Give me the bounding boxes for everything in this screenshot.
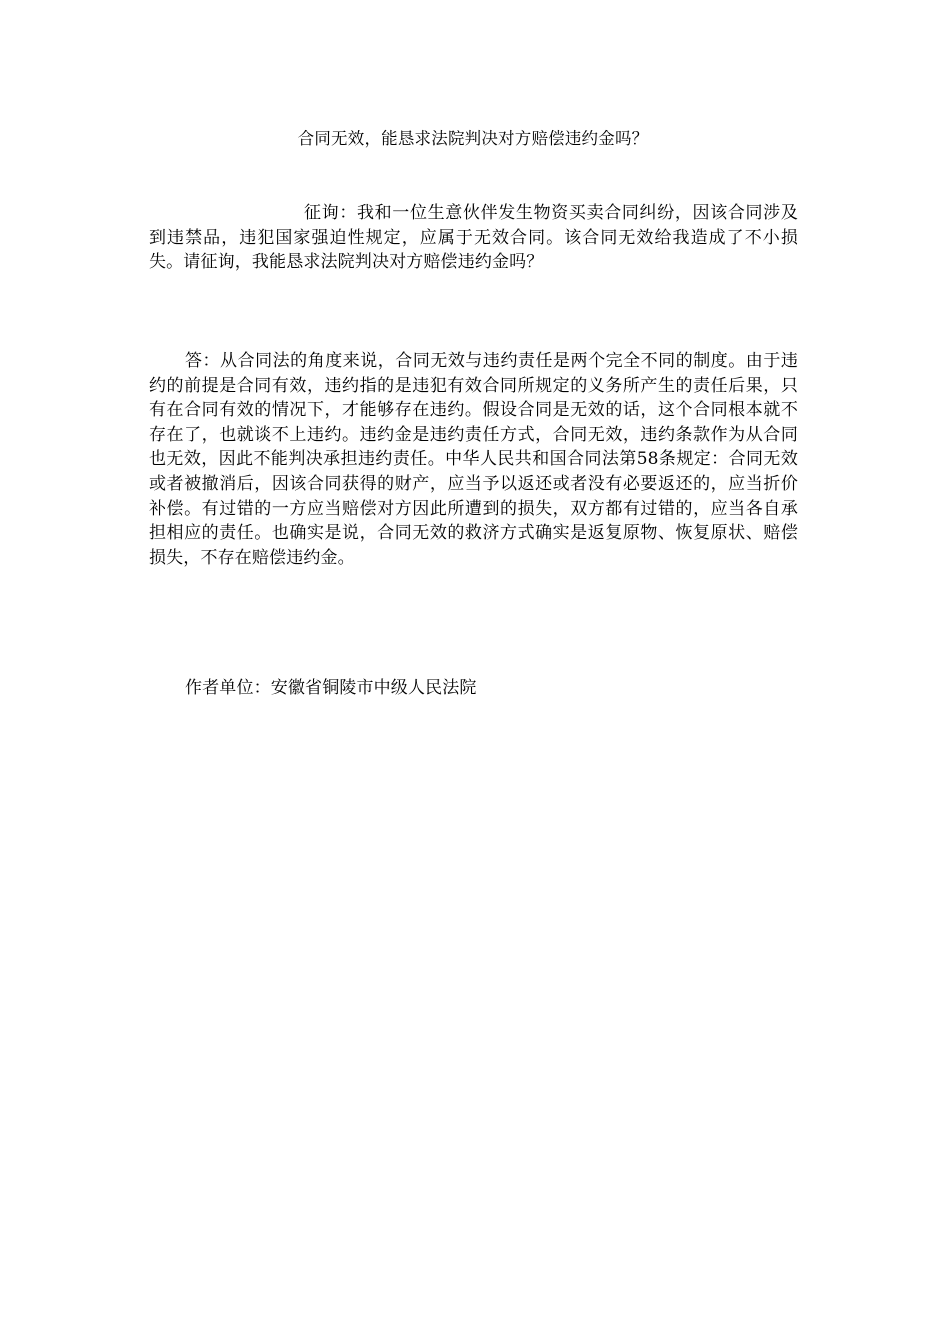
document-title: 合同无效，能恳求法院判决对方赔偿违约金吗？: [297, 129, 649, 148]
answer-paragraph: 答：从合同法的角度来说，合同无效与违约责任是两个完全不同的制度。由于违约的前提是合同有效，违约指的是违犯有效合同所规定的义务所产生的责任后果，只有在合同有效的情况下，才能够存在违约。假设合同是无效的话，这个合同根本就不存在了，也就谈不上违约。违约金是违约责任方式，合同无效，违约条款作为从合同也无效，因此不能判决承担违约责任。中华人民共和国合同法第58条规定：合同无效或者被撤消后，因该合同获得的财产，应当予以返还或者没有必要返还的，应当折价补偿。有过错的一方应当赔偿对方因此所遭到的损失，双方都有过错的，应当各自承担相应的责任。也确实是说，合同无效的救济方式确实是返复原物、恢复原状、赔偿损失，不存在赔偿违约金。: [149, 351, 798, 568]
author-affiliation: 作者单位：安徽省铜陵市中级人民法院: [185, 678, 477, 698]
question-paragraph: 征询：我和一位生意伙伴发生物资买卖合同纠纷，因该合同涉及到违禁品，违犯国家强迫性规定，应属于无效合同。该合同无效给我造成了不小损失。请征询，我能恳求法院判决对方赔偿违约金吗？: [149, 203, 798, 273]
